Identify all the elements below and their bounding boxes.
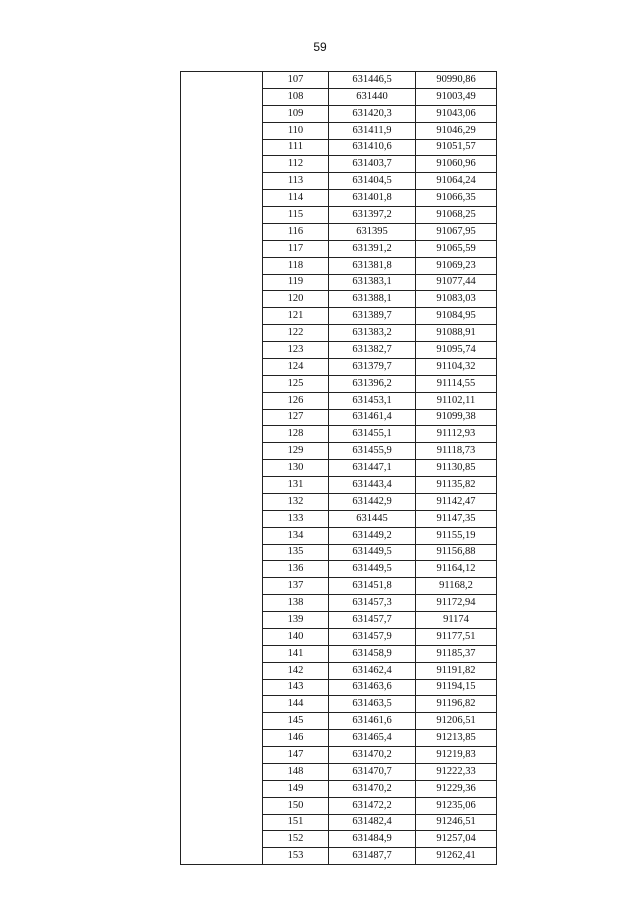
- x-coordinate-cell: 631443,4: [329, 477, 416, 494]
- x-coordinate-cell: 631396,2: [329, 375, 416, 392]
- y-coordinate-cell: 91077,44: [416, 274, 497, 291]
- y-coordinate-cell: 91222,33: [416, 763, 497, 780]
- x-coordinate-cell: 631457,9: [329, 628, 416, 645]
- y-coordinate-cell: 91130,85: [416, 460, 497, 477]
- point-number-cell: 122: [263, 325, 329, 342]
- x-coordinate-cell: 631449,5: [329, 561, 416, 578]
- point-number-cell: 109: [263, 105, 329, 122]
- point-number-cell: 111: [263, 139, 329, 156]
- y-coordinate-cell: 91174: [416, 612, 497, 629]
- x-coordinate-cell: 631457,3: [329, 595, 416, 612]
- x-coordinate-cell: 631395: [329, 223, 416, 240]
- y-coordinate-cell: 91060,96: [416, 156, 497, 173]
- y-coordinate-cell: 91262,41: [416, 848, 497, 865]
- x-coordinate-cell: 631453,1: [329, 392, 416, 409]
- y-coordinate-cell: 91177,51: [416, 628, 497, 645]
- point-number-cell: 142: [263, 662, 329, 679]
- point-number-cell: 141: [263, 645, 329, 662]
- y-coordinate-cell: 91196,82: [416, 696, 497, 713]
- y-coordinate-cell: 91112,93: [416, 426, 497, 443]
- point-number-cell: 112: [263, 156, 329, 173]
- x-coordinate-cell: 631446,5: [329, 72, 416, 89]
- y-coordinate-cell: 91155,19: [416, 527, 497, 544]
- x-coordinate-cell: 631484,9: [329, 831, 416, 848]
- point-number-cell: 110: [263, 122, 329, 139]
- y-coordinate-cell: 91102,11: [416, 392, 497, 409]
- x-coordinate-cell: 631397,2: [329, 207, 416, 224]
- x-coordinate-cell: 631470,7: [329, 763, 416, 780]
- y-coordinate-cell: 91084,95: [416, 308, 497, 325]
- x-coordinate-cell: 631383,1: [329, 274, 416, 291]
- coordinates-table-body: [181, 72, 497, 865]
- x-coordinate-cell: 631455,9: [329, 443, 416, 460]
- x-coordinate-cell: 631445: [329, 510, 416, 527]
- x-coordinate-cell: 631442,9: [329, 493, 416, 510]
- page-number: 59: [313, 40, 327, 54]
- x-coordinate-cell: 631457,7: [329, 612, 416, 629]
- x-coordinate-cell: 631458,9: [329, 645, 416, 662]
- point-number-cell: 124: [263, 358, 329, 375]
- point-number-cell: 108: [263, 88, 329, 105]
- coordinates-table: [180, 71, 497, 865]
- point-number-cell: 123: [263, 342, 329, 359]
- x-coordinate-cell: 631379,7: [329, 358, 416, 375]
- x-coordinate-cell: 631461,4: [329, 409, 416, 426]
- x-coordinate-cell: 631461,6: [329, 713, 416, 730]
- x-coordinate-cell: 631455,1: [329, 426, 416, 443]
- y-coordinate-cell: 91147,35: [416, 510, 497, 527]
- y-coordinate-cell: 91118,73: [416, 443, 497, 460]
- point-number-cell: 118: [263, 257, 329, 274]
- point-number-cell: 151: [263, 814, 329, 831]
- y-coordinate-cell: 91065,59: [416, 240, 497, 257]
- x-coordinate-cell: 631449,5: [329, 544, 416, 561]
- point-number-cell: 152: [263, 831, 329, 848]
- y-coordinate-cell: 91066,35: [416, 190, 497, 207]
- point-number-cell: 113: [263, 173, 329, 190]
- point-number-cell: 132: [263, 493, 329, 510]
- x-coordinate-cell: 631382,7: [329, 342, 416, 359]
- y-coordinate-cell: 91229,36: [416, 780, 497, 797]
- x-coordinate-cell: 631470,2: [329, 780, 416, 797]
- y-coordinate-cell: 91046,29: [416, 122, 497, 139]
- x-coordinate-cell: 631465,4: [329, 730, 416, 747]
- point-number-cell: 125: [263, 375, 329, 392]
- x-coordinate-cell: 631449,2: [329, 527, 416, 544]
- y-coordinate-cell: 91099,38: [416, 409, 497, 426]
- x-coordinate-cell: 631404,5: [329, 173, 416, 190]
- x-coordinate-cell: 631391,2: [329, 240, 416, 257]
- point-number-cell: 134: [263, 527, 329, 544]
- x-coordinate-cell: 631389,7: [329, 308, 416, 325]
- point-number-cell: 137: [263, 578, 329, 595]
- point-number-cell: 117: [263, 240, 329, 257]
- y-coordinate-cell: 91156,88: [416, 544, 497, 561]
- y-coordinate-cell: 91168,2: [416, 578, 497, 595]
- x-coordinate-cell: 631463,6: [329, 679, 416, 696]
- table-row: [181, 72, 497, 89]
- point-number-cell: 139: [263, 612, 329, 629]
- point-number-cell: 135: [263, 544, 329, 561]
- point-number-cell: 145: [263, 713, 329, 730]
- y-coordinate-cell: 91164,12: [416, 561, 497, 578]
- point-number-cell: 128: [263, 426, 329, 443]
- y-coordinate-cell: 91069,23: [416, 257, 497, 274]
- point-number-cell: 150: [263, 797, 329, 814]
- y-coordinate-cell: 91067,95: [416, 223, 497, 240]
- y-coordinate-cell: 91257,04: [416, 831, 497, 848]
- point-number-cell: 107: [263, 72, 329, 89]
- point-number-cell: 143: [263, 679, 329, 696]
- x-coordinate-cell: 631410,6: [329, 139, 416, 156]
- x-coordinate-cell: 631487,7: [329, 848, 416, 865]
- point-number-cell: 133: [263, 510, 329, 527]
- point-number-cell: 140: [263, 628, 329, 645]
- x-coordinate-cell: 631403,7: [329, 156, 416, 173]
- point-number-cell: 147: [263, 747, 329, 764]
- coordinates-table-container: [180, 71, 497, 865]
- y-coordinate-cell: 91003,49: [416, 88, 497, 105]
- point-number-cell: 129: [263, 443, 329, 460]
- x-coordinate-cell: 631482,4: [329, 814, 416, 831]
- point-number-cell: 136: [263, 561, 329, 578]
- y-coordinate-cell: 91246,51: [416, 814, 497, 831]
- x-coordinate-cell: 631440: [329, 88, 416, 105]
- y-coordinate-cell: 91172,94: [416, 595, 497, 612]
- x-coordinate-cell: 631472,2: [329, 797, 416, 814]
- x-coordinate-cell: 631411,9: [329, 122, 416, 139]
- x-coordinate-cell: 631470,2: [329, 747, 416, 764]
- point-number-cell: 138: [263, 595, 329, 612]
- y-coordinate-cell: 90990,86: [416, 72, 497, 89]
- y-coordinate-cell: 91206,51: [416, 713, 497, 730]
- y-coordinate-cell: 91104,32: [416, 358, 497, 375]
- point-number-cell: 114: [263, 190, 329, 207]
- x-coordinate-cell: 631462,4: [329, 662, 416, 679]
- point-number-cell: 146: [263, 730, 329, 747]
- x-coordinate-cell: 631420,3: [329, 105, 416, 122]
- y-coordinate-cell: 91191,82: [416, 662, 497, 679]
- point-number-cell: 116: [263, 223, 329, 240]
- y-coordinate-cell: 91114,55: [416, 375, 497, 392]
- y-coordinate-cell: 91051,57: [416, 139, 497, 156]
- point-number-cell: 121: [263, 308, 329, 325]
- point-number-cell: 148: [263, 763, 329, 780]
- y-coordinate-cell: 91064,24: [416, 173, 497, 190]
- point-number-cell: 127: [263, 409, 329, 426]
- point-number-cell: 144: [263, 696, 329, 713]
- y-coordinate-cell: 91083,03: [416, 291, 497, 308]
- y-coordinate-cell: 91043,06: [416, 105, 497, 122]
- y-coordinate-cell: 91219,83: [416, 747, 497, 764]
- x-coordinate-cell: 631451,8: [329, 578, 416, 595]
- y-coordinate-cell: 91142,47: [416, 493, 497, 510]
- x-coordinate-cell: 631401,8: [329, 190, 416, 207]
- x-coordinate-cell: 631381,8: [329, 257, 416, 274]
- point-number-cell: 130: [263, 460, 329, 477]
- point-number-cell: 131: [263, 477, 329, 494]
- point-number-cell: 126: [263, 392, 329, 409]
- y-coordinate-cell: 91088,91: [416, 325, 497, 342]
- y-coordinate-cell: 91235,06: [416, 797, 497, 814]
- point-number-cell: 149: [263, 780, 329, 797]
- y-coordinate-cell: 91068,25: [416, 207, 497, 224]
- merged-blank-cell: [181, 72, 263, 865]
- point-number-cell: 120: [263, 291, 329, 308]
- y-coordinate-cell: 91213,85: [416, 730, 497, 747]
- y-coordinate-cell: 91135,82: [416, 477, 497, 494]
- point-number-cell: 119: [263, 274, 329, 291]
- point-number-cell: 153: [263, 848, 329, 865]
- point-number-cell: 115: [263, 207, 329, 224]
- x-coordinate-cell: 631383,2: [329, 325, 416, 342]
- x-coordinate-cell: 631388,1: [329, 291, 416, 308]
- x-coordinate-cell: 631447,1: [329, 460, 416, 477]
- x-coordinate-cell: 631463,5: [329, 696, 416, 713]
- y-coordinate-cell: 91095,74: [416, 342, 497, 359]
- y-coordinate-cell: 91194,15: [416, 679, 497, 696]
- y-coordinate-cell: 91185,37: [416, 645, 497, 662]
